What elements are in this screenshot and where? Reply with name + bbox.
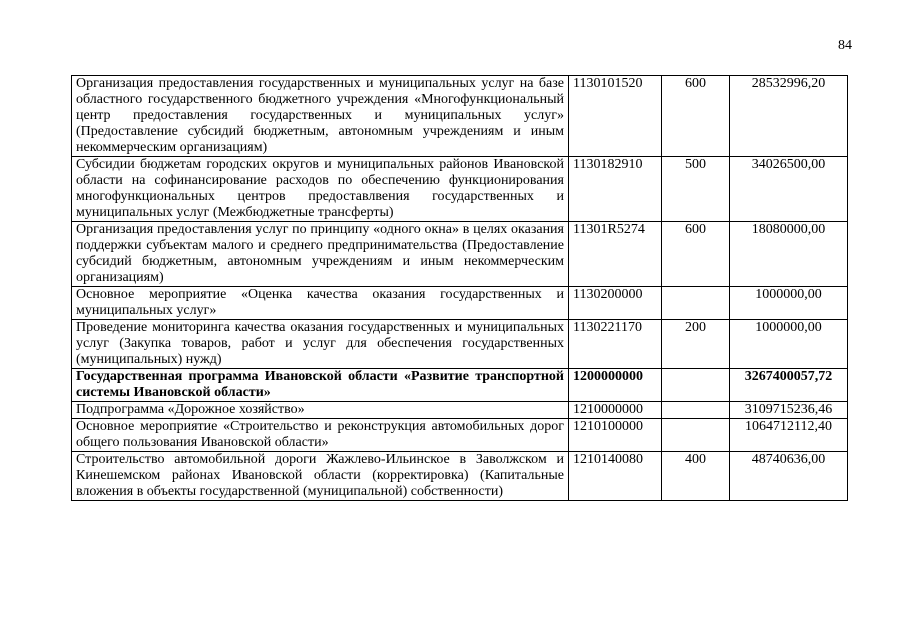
row-type-cell (662, 287, 730, 320)
table-row (72, 402, 848, 419)
table-row (72, 157, 848, 222)
row-code-cell: 1130221170 (569, 320, 662, 369)
table-row (72, 287, 848, 320)
row-type-cell (662, 369, 730, 402)
row-name-cell: Организация предоставления услуг по принципу «одного окна» в целях оказания поддержки субъектам малого и среднего предпринимательства (Предоставление субсидий бюджетным, автономным учреждениям и иным некоммерческим организациям) (72, 222, 569, 287)
row-sum-cell: 1064712112,40 (730, 419, 848, 452)
row-name-cell: Государственная программа Ивановской области «Развитие транспортной системы Ивановской области» (72, 369, 569, 402)
row-code-cell: 11301R5274 (569, 222, 662, 287)
row-type-cell: 600 (662, 222, 730, 287)
row-sum-cell: 1000000,00 (730, 320, 848, 369)
row-name-cell: Проведение мониторинга качества оказания государственных и муниципальных услуг (Закупка товаров, работ и услуг для обеспечения государственных (муниципальных) нужд) (72, 320, 569, 369)
table-row (72, 320, 848, 369)
row-sum-cell: 48740636,00 (730, 452, 848, 501)
row-sum-cell: 3109715236,46 (730, 402, 848, 419)
table-row (72, 419, 848, 452)
table-row (72, 452, 848, 501)
row-code-cell: 1130200000 (569, 287, 662, 320)
table-row-program (72, 369, 848, 402)
row-type-cell (662, 419, 730, 452)
row-code-cell: 1130182910 (569, 157, 662, 222)
row-name-cell: Основное мероприятие «Строительство и реконструкция автомобильных дорог общего пользования Ивановской области» (72, 419, 569, 452)
page-number: 84 (838, 38, 852, 53)
table-row (72, 222, 848, 287)
budget-table (71, 75, 848, 501)
row-sum-cell: 1000000,00 (730, 287, 848, 320)
row-sum-cell: 28532996,20 (730, 76, 848, 157)
row-code-cell: 1210100000 (569, 419, 662, 452)
row-code-cell: 1210000000 (569, 402, 662, 419)
row-code-cell: 1130101520 (569, 76, 662, 157)
row-type-cell: 400 (662, 452, 730, 501)
row-name-cell: Организация предоставления государственных и муниципальных услуг на базе областного государственного бюджетного учреждения «Многофункциональный центр предоставления государственных и муниципальных услуг» (Предоставление субсидий бюджетным, автономным учреждениям и иным некоммерческим организациям) (72, 76, 569, 157)
row-type-cell: 600 (662, 76, 730, 157)
row-type-cell: 500 (662, 157, 730, 222)
row-sum-cell: 3267400057,72 (730, 369, 848, 402)
row-type-cell (662, 402, 730, 419)
row-name-cell: Строительство автомобильной дороги Жажлево-Ильинское в Заволжском и Кинешемском районах Ивановской области (корректировка) (Капитальные вложения в объекты государственной (муниципальной) собственности) (72, 452, 569, 501)
row-sum-cell: 18080000,00 (730, 222, 848, 287)
table-row (72, 76, 848, 157)
row-name-cell: Субсидии бюджетам городских округов и муниципальных районов Ивановской области на софинансирование расходов по обеспечению функционирования многофункциональных центров предоставлвения государственных и муниципальных услуг (Межбюджетные трансферты) (72, 157, 569, 222)
row-name-cell: Основное мероприятие «Оценка качества оказания государственных и муниципальных услуг» (72, 287, 569, 320)
row-sum-cell: 34026500,00 (730, 157, 848, 222)
row-code-cell: 1210140080 (569, 452, 662, 501)
row-name-cell: Подпрограмма «Дорожное хозяйство» (72, 402, 569, 419)
row-code-cell: 1200000000 (569, 369, 662, 402)
row-type-cell: 200 (662, 320, 730, 369)
